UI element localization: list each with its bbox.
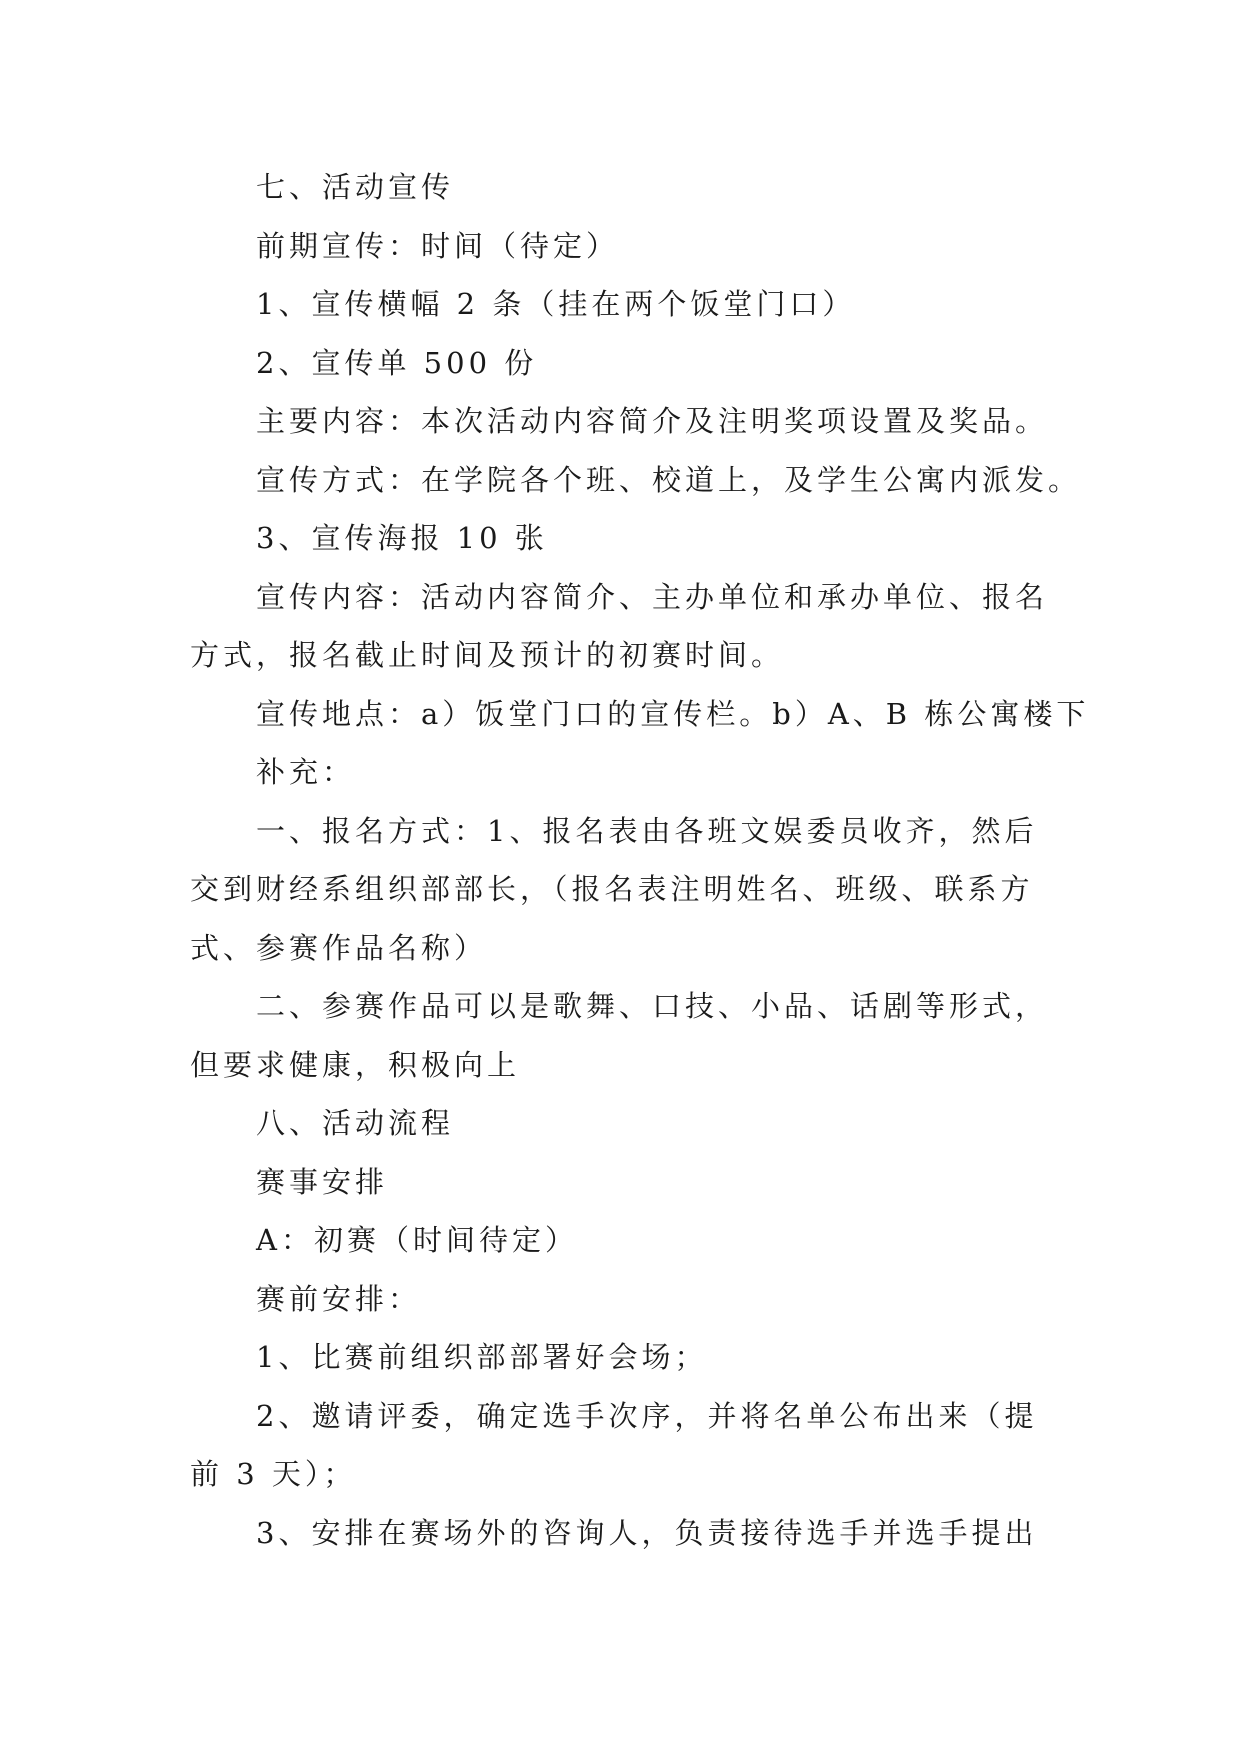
paragraph-line: 1、宣传横幅 2 条（挂在两个饭堂门口） xyxy=(256,287,856,321)
paragraph-line: 赛事安排 xyxy=(256,1164,389,1199)
paragraph-line: 交到财经系组织部部长，（报名表注明姓名、班级、联系方 xyxy=(190,872,1034,906)
paragraph-line: 前期宣传：时间（待定） xyxy=(256,228,620,263)
paragraph-line: 赛前安排： xyxy=(256,1281,422,1316)
paragraph-line: 3、宣传海报 10 张 xyxy=(256,521,548,555)
paragraph-line: 1、比赛前组织部部署好会场； xyxy=(256,1340,708,1374)
paragraph-line: 一、报名方式：1、报名表由各班文娱委员收齐，然后 xyxy=(256,813,1038,848)
paragraph-line: 二、参赛作品可以是歌舞、口技、小品、话剧等形式， xyxy=(256,989,1049,1023)
paragraph-line: 但要求健康，积极向上 xyxy=(190,1047,521,1082)
document-body xyxy=(190,158,1090,1562)
section-heading-publicity: 七、活动宣传 xyxy=(256,170,455,204)
paragraph-line: 3、安排在赛场外的咨询人，负责接待选手并选手提出 xyxy=(256,1515,1038,1550)
paragraph-line: 前 3 天）； xyxy=(190,1457,357,1491)
paragraph-line: 方式，报名截止时间及预计的初赛时间。 xyxy=(190,638,785,672)
paragraph-line: 宣传内容：活动内容简介、主办单位和承办单位、报名 xyxy=(256,579,1049,614)
paragraph-line: 宣传地点：a）饭堂门口的宣传栏。b）A、B 栋公寓楼下 xyxy=(256,696,1090,731)
paragraph-line: 主要内容：本次活动内容简介及注明奖项设置及奖品。 xyxy=(256,404,1049,438)
paragraph-line: 2、邀请评委，确定选手次序，并将名单公布出来（提 xyxy=(256,1398,1038,1433)
paragraph-line: A：初赛（时间待定） xyxy=(256,1223,578,1257)
section-heading-process: 八、活动流程 xyxy=(256,1106,455,1140)
paragraph-line: 式、参赛作品名称） xyxy=(190,930,488,965)
paragraph-line: 宣传方式：在学院各个班、校道上，及学生公寓内派发。 xyxy=(256,462,1082,497)
paragraph-line: 补充： xyxy=(256,755,356,789)
paragraph-line: 2、宣传单 500 份 xyxy=(256,345,538,380)
